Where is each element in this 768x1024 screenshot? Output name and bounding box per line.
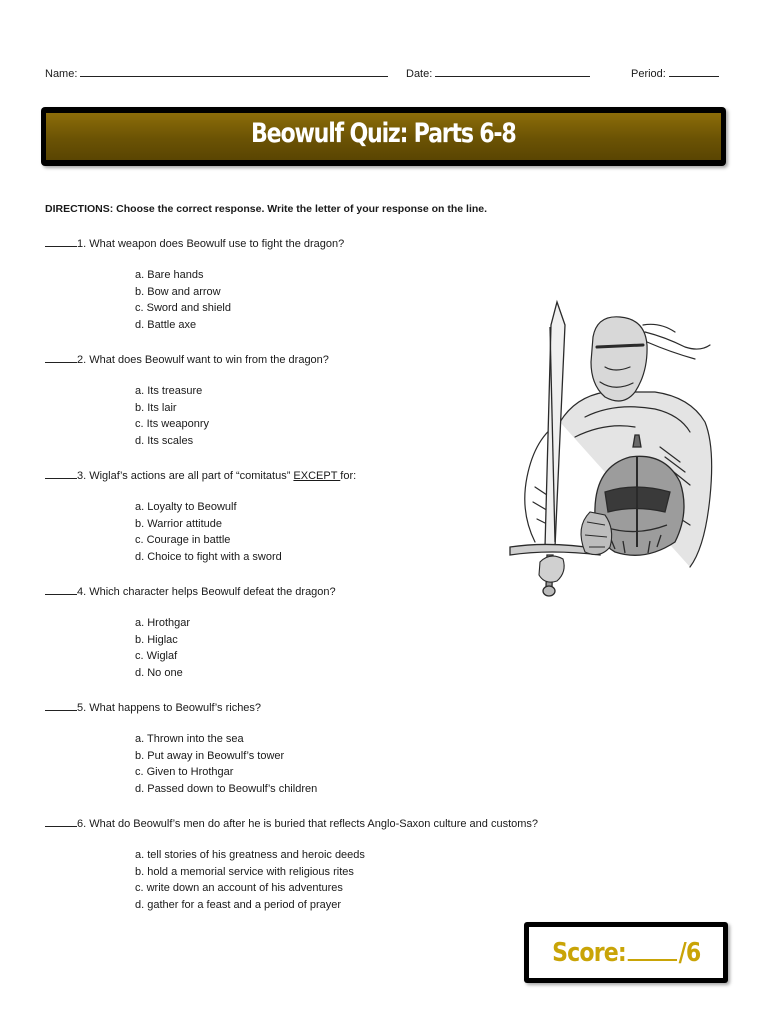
option: c. Courage in battle	[135, 534, 231, 547]
answer-line-5[interactable]	[45, 700, 77, 711]
option: d. Passed down to Beowulf’s children	[135, 782, 318, 795]
option: b. Bow and arrow	[135, 285, 221, 298]
name-blank[interactable]	[80, 65, 388, 77]
option: b. Put away in Beowulf’s tower	[135, 749, 285, 762]
question-5	[45, 700, 261, 714]
option: a. tell stories of his greatness and heroic deeds	[135, 849, 365, 861]
option: b. Higlac	[135, 633, 178, 646]
date-blank[interactable]	[435, 65, 590, 77]
option: a. Bare hands	[135, 269, 204, 281]
warrior-illustration	[505, 297, 720, 599]
score-box	[524, 922, 728, 983]
option: b. Its lair	[135, 401, 177, 414]
date-field[interactable]	[406, 65, 590, 80]
option: d. No one	[135, 666, 183, 679]
option: a. Thrown into the sea	[135, 733, 244, 745]
option: c. write down an account of his adventures	[135, 882, 343, 895]
option: c. Sword and shield	[135, 302, 231, 315]
header-fields	[45, 62, 725, 80]
question-3	[45, 468, 356, 482]
question-1-prompt: 1. What weapon does Beowulf use to fight the dragon?	[77, 238, 345, 250]
option: d. Battle axe	[135, 318, 197, 331]
option: d. Its scales	[135, 434, 194, 447]
answer-line-4[interactable]	[45, 584, 77, 595]
question-1	[45, 236, 344, 250]
question-2-options	[135, 383, 209, 449]
option: c. Given to Hrothgar	[135, 766, 234, 779]
option: d. gather for a feast and a period of prayer	[135, 898, 342, 911]
question-3-emphasis: EXCEPT	[293, 470, 341, 482]
score-label: Score:	[551, 938, 626, 968]
question-3-prompt-before: 3. Wiglaf’s actions are all part of “comitatus”	[77, 470, 294, 482]
question-6	[45, 816, 538, 830]
option: d. Choice to fight with a sword	[135, 550, 282, 563]
question-2-prompt: 2. What does Beowulf want to win from the dragon?	[77, 354, 329, 366]
period-blank[interactable]	[669, 65, 719, 77]
name-label: Name:	[45, 68, 78, 80]
question-2	[45, 352, 329, 366]
question-6-options	[135, 847, 365, 913]
score-box-inner	[529, 927, 723, 978]
question-4-options	[135, 615, 190, 681]
question-3-options	[135, 499, 282, 565]
question-4-prompt: 4. Which character helps Beowulf defeat the dragon?	[77, 586, 336, 598]
name-field[interactable]	[45, 65, 388, 80]
answer-line-3[interactable]	[45, 468, 77, 479]
answer-line-6[interactable]	[45, 816, 77, 827]
answer-line-1[interactable]	[45, 236, 77, 247]
question-3-prompt-after: for:	[340, 470, 357, 482]
question-6-prompt: 6. What do Beowulf’s men do after he is buried that reflects Anglo-Saxon culture and customs?	[77, 818, 539, 830]
title-banner	[41, 107, 726, 166]
question-4	[45, 584, 336, 598]
date-label: Date:	[406, 68, 433, 80]
question-5-options	[135, 731, 317, 797]
directions: DIRECTIONS: Choose the correct response. Write the letter of your response on the line.	[45, 203, 488, 215]
question-5-prompt: 5. What happens to Beowulf’s riches?	[77, 702, 262, 714]
title-banner-fill	[46, 113, 721, 160]
answer-line-2[interactable]	[45, 352, 77, 363]
score-blank[interactable]	[627, 937, 676, 961]
option: a. Hrothgar	[135, 617, 191, 629]
option: c. Its weaponry	[135, 418, 209, 431]
option: b. hold a memorial service with religious rites	[135, 865, 354, 878]
question-1-options	[135, 267, 231, 333]
period-field[interactable]	[631, 65, 719, 80]
period-label: Period:	[631, 68, 666, 80]
score-total: /6	[678, 938, 701, 968]
option: c. Wiglaf	[135, 650, 178, 663]
option: a. Its treasure	[135, 385, 203, 397]
option: b. Warrior attitude	[135, 517, 223, 530]
score-display	[552, 937, 700, 968]
page-title: Beowulf Quiz: Parts 6-8	[251, 118, 516, 149]
option: a. Loyalty to Beowulf	[135, 501, 237, 513]
